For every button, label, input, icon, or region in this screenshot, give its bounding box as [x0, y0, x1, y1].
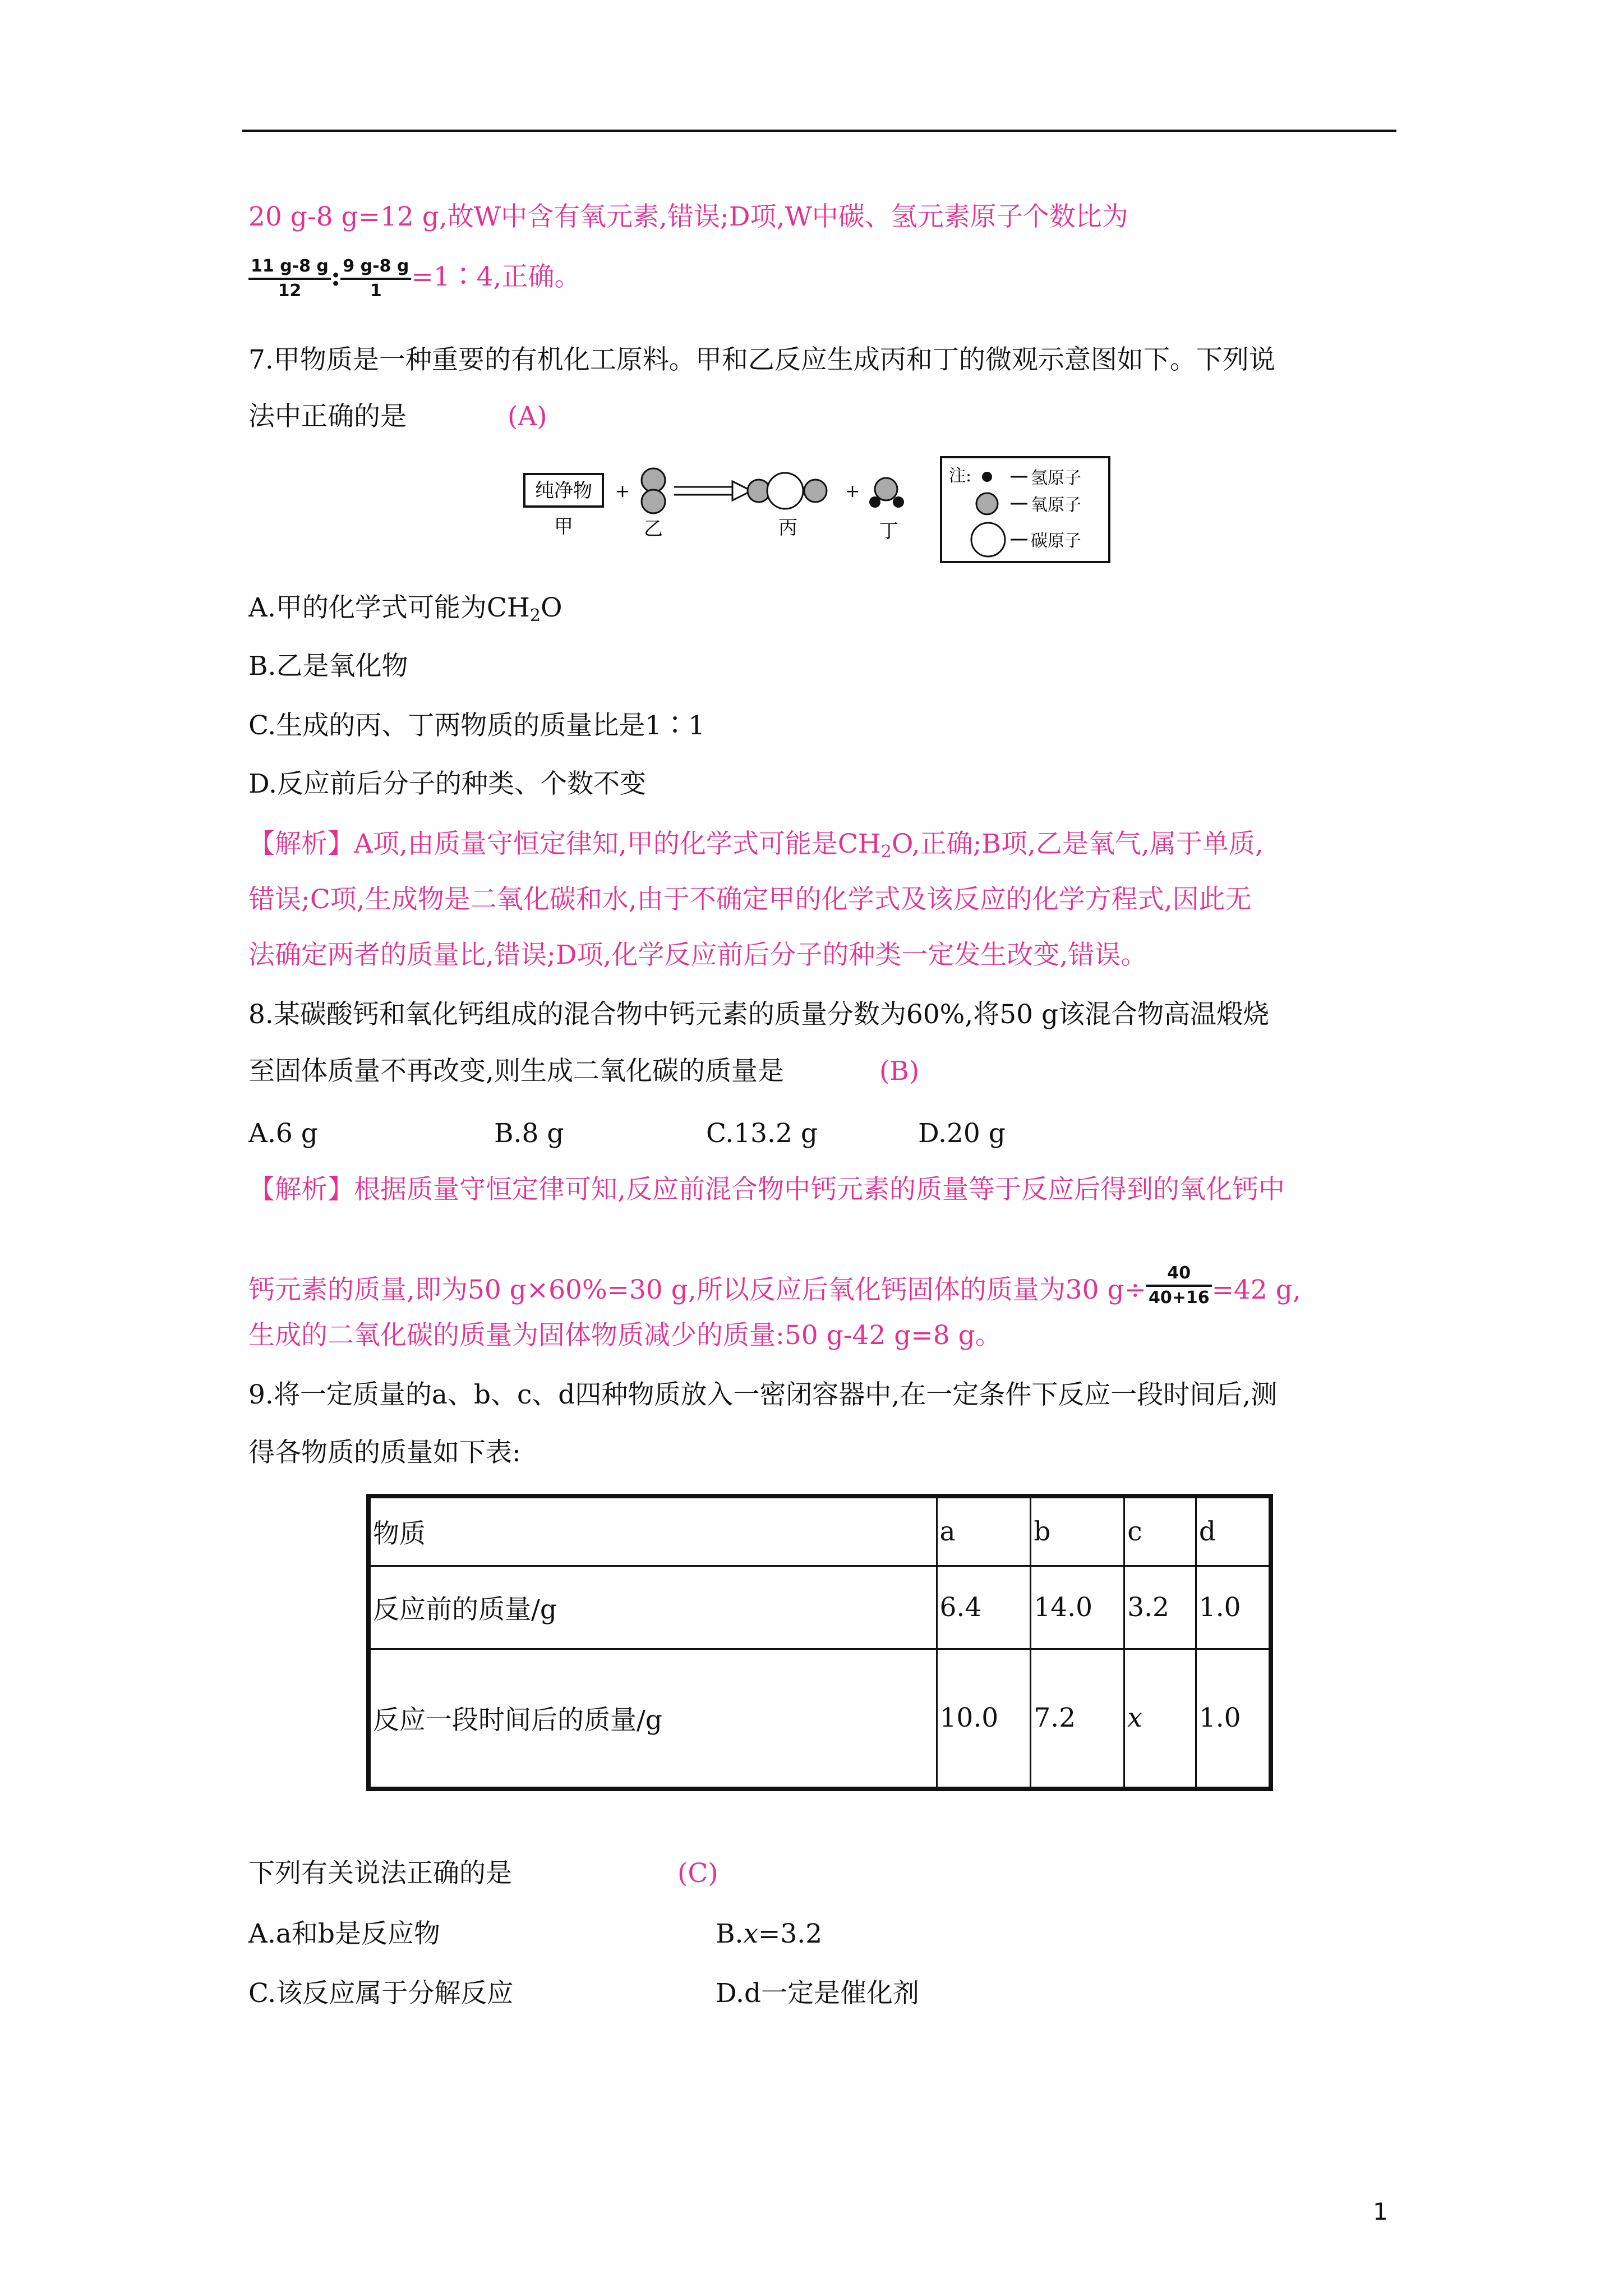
carbon-atom-icon — [767, 473, 803, 509]
q8-explanation-line2: 钙元素的质量,即为50 g×60%=30 g,所以反应后氧化钙固体的质量为30 g÷ $\frac{40}{40+16}$ =42 g, — [248, 1262, 1301, 1309]
table-cell: b — [1031, 1496, 1124, 1566]
table-cell: 反应前的质量/g — [368, 1566, 937, 1649]
svg-text:丁: 丁 — [879, 520, 898, 542]
q9-options-ab — [248, 1917, 822, 1951]
svg-text:丙: 丙 — [778, 517, 797, 539]
q8-option-a: A.6 g — [248, 1118, 318, 1149]
q7-explanation-line1: 【解析】A项,由质量守恒定律知,甲的化学式可能是$CH_2O$,正确;B项,乙是氧气,属于单质, — [248, 829, 1264, 862]
q8-explanation-line3: 生成的二氧化碳的质量为固体物质减少的质量:50 g-42 g=8 g。 — [248, 1320, 1002, 1351]
table-row — [368, 1649, 1271, 1789]
hydrogen-atom-icon — [893, 496, 904, 508]
table-cell: 物质 — [368, 1496, 937, 1566]
oxygen-atom-icon — [875, 478, 897, 500]
table-cell: 3.2 — [1124, 1566, 1196, 1649]
q9-stem-line2: 得各物质的质量如下表: — [248, 1437, 521, 1468]
oxygen-atom-icon — [642, 490, 665, 513]
q7-stem-line2: 法中正确的是 (A) — [248, 401, 547, 432]
fraction-ca-in-cao: $\frac{40}{40+16}$ — [1146, 1262, 1212, 1309]
svg-text:氢原子: 氢原子 — [1031, 468, 1081, 488]
header-rule — [242, 130, 1396, 132]
table-cell: x — [1124, 1649, 1196, 1789]
table-cell: 10.0 — [937, 1649, 1031, 1789]
q7-option-c: C.生成的丙、丁两物质的质量比是1∶1 — [248, 710, 706, 741]
table-header-row — [368, 1496, 1271, 1566]
q9-options-cd — [248, 1977, 919, 2010]
q9-option-a: A.a和b是反应物 — [248, 1918, 440, 1949]
mass-table — [366, 1494, 1273, 1791]
q7-explanation-line3: 法确定两者的质量比,错误;D项,化学反应前后分子的种类一定发生改变,错误。 — [248, 940, 1147, 970]
q8-options — [248, 1117, 1006, 1151]
svg-text:甲: 甲 — [554, 516, 573, 538]
q8-stem-line1: 8.某碳酸钙和氧化钙组成的混合物中钙元素的质量分数为60%,将50 g该混合物高温煅烧 — [248, 999, 1270, 1030]
table-row — [368, 1566, 1271, 1649]
table-cell: 1.0 — [1196, 1649, 1271, 1789]
table-cell: 反应一段时间后的质量/g — [368, 1649, 937, 1789]
q9-option-c: C.该反应属于分解反应 — [248, 1978, 514, 2009]
reaction-arrow-icon — [674, 481, 751, 500]
hydrogen-atom-icon — [869, 496, 880, 508]
q9-option-b: B.x=3.2 — [716, 1918, 823, 1949]
q7-explanation-line2: 错误;C项,生成物是二氧化碳和水,由于不确定甲的化学式及该反应的化学方程式,因此无 — [248, 884, 1252, 915]
atom-ratio-line: $\frac{11 g-8 g}{12}$ : $\frac{9 g-8 g}{1}$ =1∶4,正确。 — [248, 255, 580, 302]
fraction-carbon: $\frac{11 g-8 g}{12}$ — [248, 255, 331, 302]
q7-stem-line1: 7.甲物质是一种重要的有机化工原料。甲和乙反应生成丙和丁的微观示意图如下。下列说 — [248, 344, 1275, 375]
explanation-continuation-line: 20 g-8 g=12 g,故W中含有氧元素,错误;D项,W中碳、氢元素原子个数比为 — [248, 201, 1128, 232]
svg-text:+: + — [845, 480, 860, 501]
q8-option-b: B.8 g — [494, 1118, 564, 1149]
table-cell: d — [1196, 1496, 1271, 1566]
table-cell: 7.2 — [1031, 1649, 1124, 1789]
q9-stem-line1: 9.将一定质量的a、b、c、d四种物质放入一密闭容器中,在一定条件下反应一段时间后,测 — [248, 1379, 1278, 1410]
svg-text:纯净物: 纯净物 — [535, 480, 592, 502]
q8-explanation-line1: 【解析】根据质量守恒定律可知,反应前混合物中钙元素的质量等于反应后得到的氧化钙中 — [248, 1174, 1285, 1205]
table-cell: a — [937, 1496, 1031, 1566]
hydrogen-atom-icon — [982, 472, 992, 482]
table-cell: 6.4 — [937, 1566, 1031, 1649]
carbon-atom-icon — [971, 523, 1005, 556]
table-cell: 1.0 — [1196, 1566, 1271, 1649]
svg-text:乙: 乙 — [644, 518, 663, 540]
oxygen-atom-icon — [976, 493, 998, 514]
svg-text:碳原子: 碳原子 — [1031, 531, 1081, 551]
q9-answer: (C) — [677, 1858, 718, 1889]
reaction-diagram — [522, 454, 1122, 567]
q8-option-c: C.13.2 g — [706, 1118, 818, 1149]
q7-answer: (A) — [508, 401, 547, 432]
oxygen-atom-icon — [642, 468, 665, 492]
svg-text:+: + — [615, 480, 630, 501]
svg-text:注:: 注: — [949, 466, 972, 486]
q8-option-d: D.20 g — [918, 1118, 1006, 1149]
page-number: 1 — [1373, 2198, 1388, 2225]
q7-option-a: A.甲的化学式可能为$CH_2O$ — [248, 592, 562, 625]
q8-stem-line2: 至固体质量不再改变,则生成二氧化碳的质量是 (B) — [248, 1056, 920, 1087]
q9-option-d: D.d一定是催化剂 — [716, 1978, 920, 2009]
fraction-hydrogen: $\frac{9 g-8 g}{1}$ — [340, 255, 411, 302]
q8-answer: (B) — [879, 1056, 920, 1087]
q7-option-d: D.反应前后分子的种类、个数不变 — [248, 769, 646, 799]
oxygen-atom-icon — [804, 480, 827, 502]
table-cell: c — [1124, 1496, 1196, 1566]
svg-text:氧原子: 氧原子 — [1031, 495, 1081, 515]
q9-question: 下列有关说法正确的是 (C) — [248, 1858, 718, 1889]
table-cell: 14.0 — [1031, 1566, 1124, 1649]
q7-option-b: B.乙是氧化物 — [248, 651, 408, 682]
